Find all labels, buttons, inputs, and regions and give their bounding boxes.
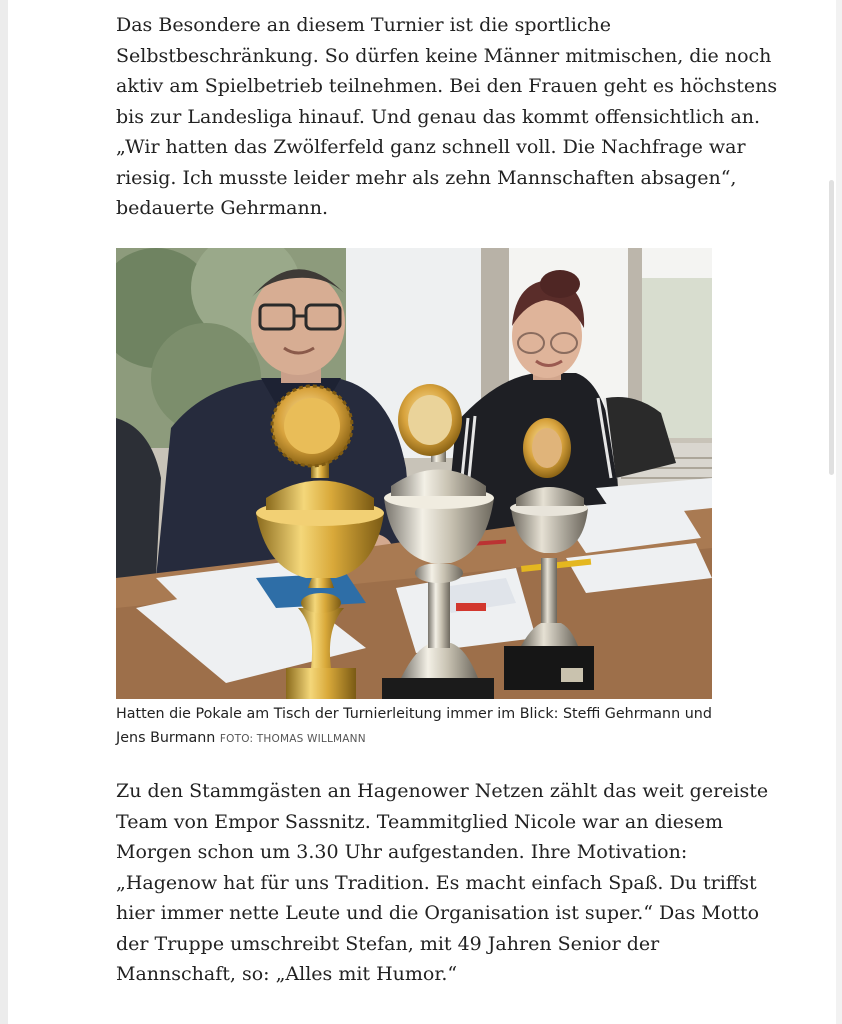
scrollbar-thumb[interactable]: [829, 180, 834, 475]
text-line: bis zur Landesliga hinauf. Und genau das kommt offensichtlich an.: [116, 105, 761, 128]
text-line: bedauerte Gehrmann.: [116, 197, 328, 219]
caption-line: Hatten die Pokale am Tisch der Turnierleitung immer im Blick: Steffi Gehrmann und: [116, 706, 712, 722]
caption-line: [116, 727, 716, 752]
text-line: „Hagenow hat für uns Tradition. Es macht einfach Spaß. Du triffst: [116, 871, 757, 894]
text-line: „Wir hatten das Zwölferfeld ganz schnell voll. Die Nachfrage war: [116, 136, 746, 158]
photo-caption: [116, 703, 716, 751]
text-line: Mannschaft, so: „Alles mit Humor.“: [116, 963, 458, 985]
text-line: Zu den Stammgästen an Hagenower Netzen zählt das weit gereiste: [116, 780, 769, 802]
article-paragraph-1: [116, 10, 778, 224]
text-line: Selbstbeschränkung. So dürfen keine Männer mitmischen, die noch: [116, 44, 772, 67]
article-paragraph-2: [116, 776, 769, 990]
article-photo[interactable]: [116, 248, 712, 699]
caption-text: Jens Burmann: [116, 729, 216, 746]
text-line: hier immer nette Leute und die Organisation ist super.“ Das Motto: [116, 902, 760, 924]
text-line: der Truppe umschreibt Stefan, mit 49 Jahren Senior der: [116, 932, 660, 955]
text-line: Morgen schon um 3.30 Uhr aufgestanden. Ihre Motivation:: [116, 841, 688, 863]
text-line: Das Besondere an diesem Turnier ist die sportliche: [116, 14, 611, 36]
photo-credit: FOTO: THOMAS WILLMANN: [219, 732, 366, 745]
text-line: Team von Empor Sassnitz. Teammitglied Nicole war an diesem: [116, 810, 723, 833]
text-line: riesig. Ich musste leider mehr als zehn Mannschaften absagen“,: [116, 166, 737, 189]
text-line: aktiv am Spielbetrieb teilnehmen. Bei den Frauen geht es höchstens: [116, 75, 778, 97]
scrollbar-track[interactable]: [836, 0, 842, 1024]
